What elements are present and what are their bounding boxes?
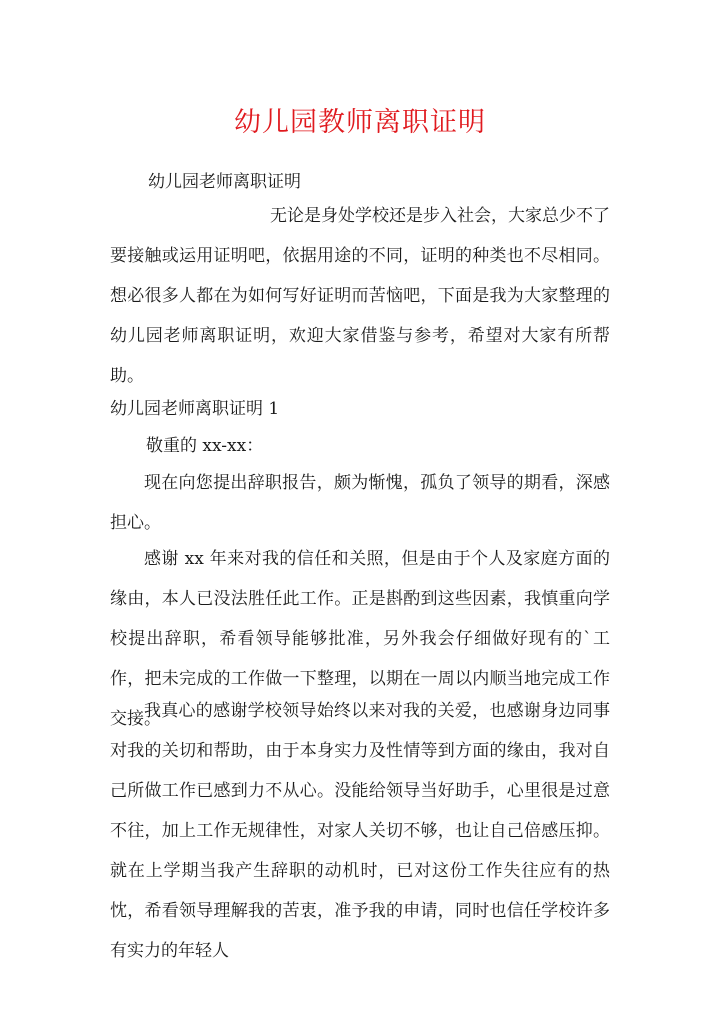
paragraph-2: 感谢 xx 年来对我的信任和关照，但是由于个人及家庭方面的缘由，本人已没法胜任此工作。正是斟酌到这些因素，我慎重向学校提出辞职，希看领导能够批准，另外我会仔细做好现有的`工作，把未完成的工作做一下整理，以期在一周以内顺当地完成工作交接。: [110, 549, 610, 729]
document-title: 幼儿园教师离职证明: [234, 107, 486, 138]
greeting: 敬重的 xx-xx：: [146, 436, 264, 456]
intro-paragraph: 无论是身处学校还是步入社会，大家总少不了要接触或运用证明吧，依据用途的不同，证明的种类也不尽相同。想必很多人都在为如何写好证明而苦恼吧，下面是我为大家整理的幼儿园老师离职证明，欢迎大家借鉴与参考，希望对大家有所帮助。: [110, 206, 610, 386]
paragraph-3: 我真心的感谢学校领导始终以来对我的关爱，也感谢身边同事对我的关切和帮助，由于本身实力及性情等到方面的缘由，我对自己所做工作已感到力不从心。没能给领导当好助手，心里很是过意不往，加上工作无规律性，对家人关切不够，也让自己倍感压抑。就在上学期当我产生辞职的动机时，已对这份工作失往应有的热忱，希看领导理解我的苦衷，准予我的申请，同时也信任学校许多有实力的年轻人: [110, 701, 610, 961]
section-heading: 幼儿园老师离职证明 1: [110, 399, 280, 419]
document-subtitle: 幼儿园老师离职证明: [148, 172, 301, 192]
paragraph-1: 现在向您提出辞职报告，颇为惭愧，孤负了领导的期看，深感担心。: [110, 473, 610, 533]
